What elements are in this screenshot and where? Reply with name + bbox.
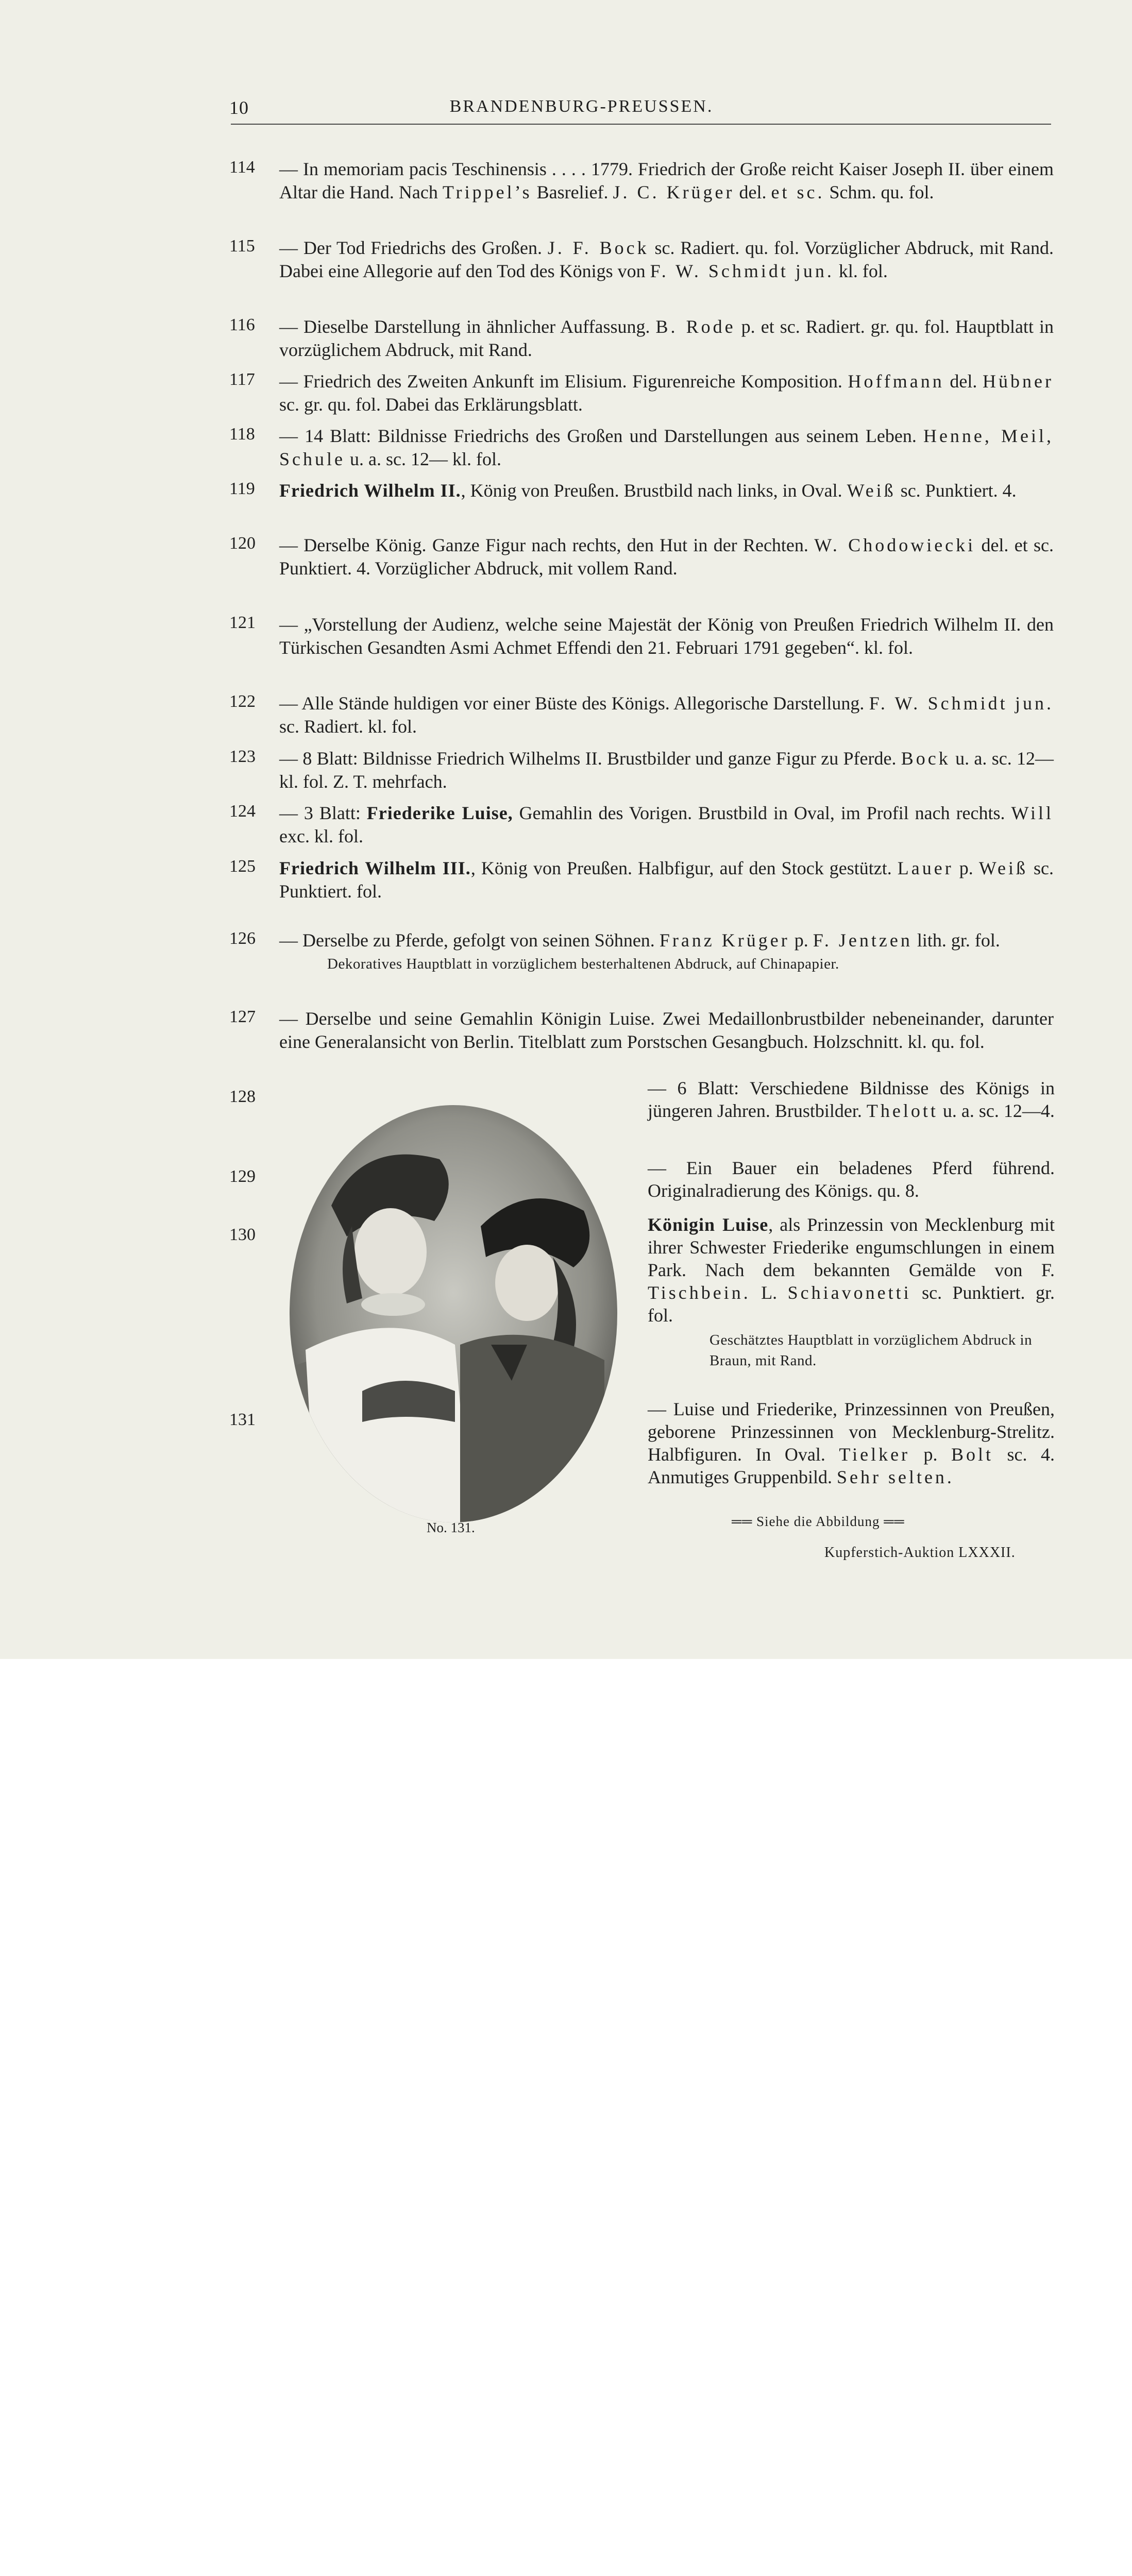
entry-text: — 8 Blatt: Bildnisse Friedrich Wilhelms II. Brustbilder und ganze Figur zu Pferde. xyxy=(279,748,901,769)
entry-text: — Luise und Friederike, Prinzessinnen von Preußen, geborene Prinzessinnen von Mecklenburg-Strelitz. Halbfiguren. In Oval. xyxy=(648,1399,1055,1465)
entry-body xyxy=(279,425,1054,470)
catalogue-entry xyxy=(229,802,1054,848)
artist-name: W. Chodowiecki xyxy=(814,535,976,555)
entry-number: 121 xyxy=(229,613,256,632)
entry-number: 130 xyxy=(229,1225,256,1244)
running-title: BRANDENBURG-PREUSSEN. xyxy=(449,97,714,116)
catalogue-entry xyxy=(229,534,1054,580)
catalogue-entry xyxy=(229,613,1054,659)
entry-note: Dekoratives Hauptblatt in vorzüglichem besterhaltenen Abdruck, auf Chinapapier. xyxy=(327,955,839,972)
entry-text: u. a. sc. 12—4. xyxy=(938,1100,1055,1121)
artist-name: Trippel’s xyxy=(442,181,532,202)
artist-name: Lauer xyxy=(897,858,954,878)
artist-name: J. F. Bock xyxy=(547,238,649,258)
header-rule xyxy=(231,124,1051,125)
entry-text: — Derselbe zu Pferde, gefolgt von seinen Söhnen. xyxy=(279,930,660,951)
entry-text: lith. gr. fol. xyxy=(912,930,1000,951)
entry-body xyxy=(648,1398,1055,1488)
entry-text: — Ein Bauer ein beladenes Pferd führend. Originalradierung des Königs. qu. 8. xyxy=(648,1158,1055,1201)
entry-text: p. et sc. Radiert. gr. qu. fol. Hauptblatt in vorzüglichem Abdruck, mit Rand. xyxy=(279,316,1054,360)
artist-name: F. W. Schmidt jun. xyxy=(869,693,1054,714)
entry-number: 120 xyxy=(229,534,256,553)
catalogue-entry xyxy=(648,1077,1055,1122)
entry-number: 117 xyxy=(229,370,255,389)
entry-body xyxy=(279,479,1054,502)
artist-name: Sehr selten. xyxy=(836,1467,954,1487)
entry-body xyxy=(279,857,1054,903)
entry-text: Schm. qu. fol. xyxy=(824,181,934,202)
catalogue-entry xyxy=(229,370,1054,416)
entry-text: sc. 4. Anmutiges Gruppenbild. xyxy=(648,1444,1055,1487)
entry-number: 128 xyxy=(229,1087,256,1106)
artist-name: B. Rode xyxy=(655,316,736,337)
entry-number: 123 xyxy=(229,747,256,766)
artist-name: Weiß xyxy=(978,858,1028,878)
entry-body xyxy=(279,802,1054,848)
catalogue-entry xyxy=(229,479,1054,502)
entry-text: — Friedrich des Zweiten Ankunft im Elisium. Figurenreiche Komposition. xyxy=(279,371,848,392)
artist-name: Will xyxy=(1011,803,1054,823)
digitization-footer xyxy=(0,1659,1132,1764)
double-rule-icon: ══ xyxy=(884,1514,905,1529)
entry-text: — Derselbe und seine Gemahlin Königin Luise. Zwei Medaillonbrustbilder nebeneinander, darunter eine Generalansicht von Berlin. Titelblatt zum Porstschen Gesangbuch. Holzschnitt. kl. qu. fol. xyxy=(279,1008,1054,1052)
catalogue-entry xyxy=(648,1398,1055,1488)
entry-number: 125 xyxy=(229,857,256,876)
entry-number: 126 xyxy=(229,929,256,948)
entry-text: sc. Radiert. kl. fol. xyxy=(279,716,417,737)
entry-number: 124 xyxy=(229,802,256,821)
entry-text: p. xyxy=(789,930,813,951)
entry-number: 114 xyxy=(229,158,255,177)
catalogue-entry xyxy=(229,747,1054,793)
entry-text: L. xyxy=(750,1282,788,1303)
catalogue-entry xyxy=(229,315,1054,361)
entry-text: p. xyxy=(910,1444,952,1465)
entry-text: — „Vorstellung der Audienz, welche seine Majestät der König von Preußen Friedrich Wilhelm II. den Türkischen Gesandten Asmi Achmet Effendi den 21. Februari 1791 gegeben“. kl. fol. xyxy=(279,614,1054,658)
entry-text: , König von Preußen. Halbfigur, auf den Stock gestützt. xyxy=(470,858,898,878)
artist-name: J. C. Krüger xyxy=(613,181,735,202)
entry-body xyxy=(279,315,1054,361)
artist-name: Tielker xyxy=(839,1444,910,1465)
artist-name: Bolt xyxy=(951,1444,994,1465)
entry-note: Geschätztes Hauptblatt in vorzüglichem Abdruck in Braun, mit Rand. xyxy=(709,1332,1033,1369)
entry-text: del. xyxy=(944,371,983,392)
artist-name: Weiß xyxy=(847,480,896,501)
entry-text: u. a. sc. 12—kl. fol. Z. T. mehrfach. xyxy=(279,748,1054,792)
entry-text: kl. fol. xyxy=(834,260,888,281)
entry-text: — In memoriam pacis Teschinensis . . . . 1779. Friedrich der Große reicht Kaiser Joseph II. über einem Altar die Hand. Nach xyxy=(279,159,1054,202)
catalogue-entry xyxy=(229,158,1054,204)
entry-number: 116 xyxy=(229,315,255,334)
artist-name: et sc. xyxy=(771,181,825,202)
entry-body xyxy=(279,613,1054,659)
entry-text: Basrelief. xyxy=(532,181,613,202)
entry-number: 131 xyxy=(229,1410,256,1429)
entry-text: — Derselbe König. Ganze Figur nach rechts, den Hut in der Rechten. xyxy=(279,535,815,555)
catalogue-entry xyxy=(648,1213,1055,1371)
entry-text: — 3 Blatt: xyxy=(279,803,367,823)
entry-body xyxy=(279,236,1054,282)
entry-text: — Der Tod Friedrichs des Großen. xyxy=(279,238,548,258)
artist-name: Franz Krüger xyxy=(659,930,790,951)
entry-body xyxy=(648,1157,1055,1202)
entry-text: del. xyxy=(734,181,771,202)
artist-name: Hoffmann xyxy=(848,371,944,392)
entry-body xyxy=(648,1213,1055,1327)
entry-text: sc. Punktiert. gr. fol. xyxy=(648,1282,1055,1326)
artist-name: Thelott xyxy=(866,1100,938,1121)
artist-name: Henne, Meil, Schule xyxy=(279,426,1054,469)
see-illustration: ══ Siehe die Abbildung ══ xyxy=(732,1514,905,1529)
entry-text: sc. Radiert. qu. fol. Vorzüglicher Abdruck, mit Rand. Dabei eine Allegorie auf den Tod des Königs von xyxy=(279,238,1054,281)
entry-body xyxy=(279,534,1054,580)
entry-number: 129 xyxy=(229,1167,256,1186)
entry-number: 115 xyxy=(229,236,255,256)
entry-heading: Friederike Luise, xyxy=(366,803,513,823)
catalogue-entry xyxy=(229,1007,1054,1053)
entry-text: — 14 Blatt: Bildnisse Friedrichs des Großen und Darstellungen aus seinem Leben. xyxy=(279,426,923,446)
figure-caption: No. 131. xyxy=(427,1520,475,1535)
entry-text: p. xyxy=(953,858,979,878)
entry-number: 122 xyxy=(229,692,256,711)
entry-body xyxy=(279,370,1054,416)
entry-text: — Dieselbe Darstellung in ähnlicher Auffassung. xyxy=(279,316,656,337)
entry-text: — Alle Stände huldigen vor einer Büste des Königs. Allegorische Darstellung. xyxy=(279,693,869,714)
artist-name: Hübner xyxy=(983,371,1054,392)
catalogue-entry xyxy=(229,236,1054,282)
entry-number: 119 xyxy=(229,479,255,498)
entry-text: sc. Punktiert. fol. xyxy=(279,858,1054,902)
entry-number: 118 xyxy=(229,425,255,444)
entry-body xyxy=(279,929,1054,952)
entry-text: exc. kl. fol. xyxy=(279,825,363,846)
oval-portrait-engraving xyxy=(285,1103,622,1525)
entry-text: sc. gr. qu. fol. Dabei das Erklärungsblatt. xyxy=(279,394,583,415)
artist-name: F. W. Schmidt jun. xyxy=(650,260,834,281)
entry-number: 127 xyxy=(229,1007,256,1026)
entry-body xyxy=(279,1007,1054,1053)
entry-text: u. a. sc. 12— kl. fol. xyxy=(345,448,501,469)
catalogue-entry xyxy=(229,929,1054,974)
entry-heading: Königin Luise xyxy=(648,1214,769,1235)
entry-heading: Friedrich Wilhelm II. xyxy=(279,480,461,501)
entry-body xyxy=(279,692,1054,738)
entry-body xyxy=(279,158,1054,204)
entry-text: , als Prinzessin von Mecklenburg mit ihrer Schwester Friederike engumschlungen in einem Park. Nach dem bekannten Gemälde von F. xyxy=(648,1214,1055,1280)
entry-text: , König von Preußen. Brustbild nach links, in Oval. xyxy=(461,480,847,501)
catalogue-entry xyxy=(229,857,1054,903)
entry-text: sc. Punktiert. 4. xyxy=(896,480,1017,501)
auction-title: Kupferstich-Auktion LXXXII. xyxy=(824,1545,1016,1561)
artist-name: F. Jentzen xyxy=(813,930,913,951)
catalogue-entry xyxy=(229,692,1054,738)
entry-text: — 6 Blatt: Verschiedene Bildnisse des Königs in jüngeren Jahren. Brustbilder. xyxy=(648,1078,1055,1121)
entry-text: del. et sc. Punktiert. 4. Vorzüglicher Abdruck, mit vollem Rand. xyxy=(279,535,1054,579)
artist-name: Schiavonetti xyxy=(787,1282,911,1303)
entry-text: Gemahlin des Vorigen. Brustbild in Oval, im Profil nach rechts. xyxy=(513,803,1011,823)
catalogue-entry xyxy=(229,425,1054,470)
entry-body xyxy=(279,747,1054,793)
artist-name: Tischbein. xyxy=(648,1282,751,1303)
artist-name: Bock xyxy=(901,748,951,769)
page-number: 10 xyxy=(229,97,249,118)
catalogue-entry xyxy=(648,1157,1055,1202)
entry-body xyxy=(648,1077,1055,1122)
entry-heading: Friedrich Wilhelm III. xyxy=(279,858,471,878)
double-rule-icon: ══ xyxy=(732,1514,753,1529)
